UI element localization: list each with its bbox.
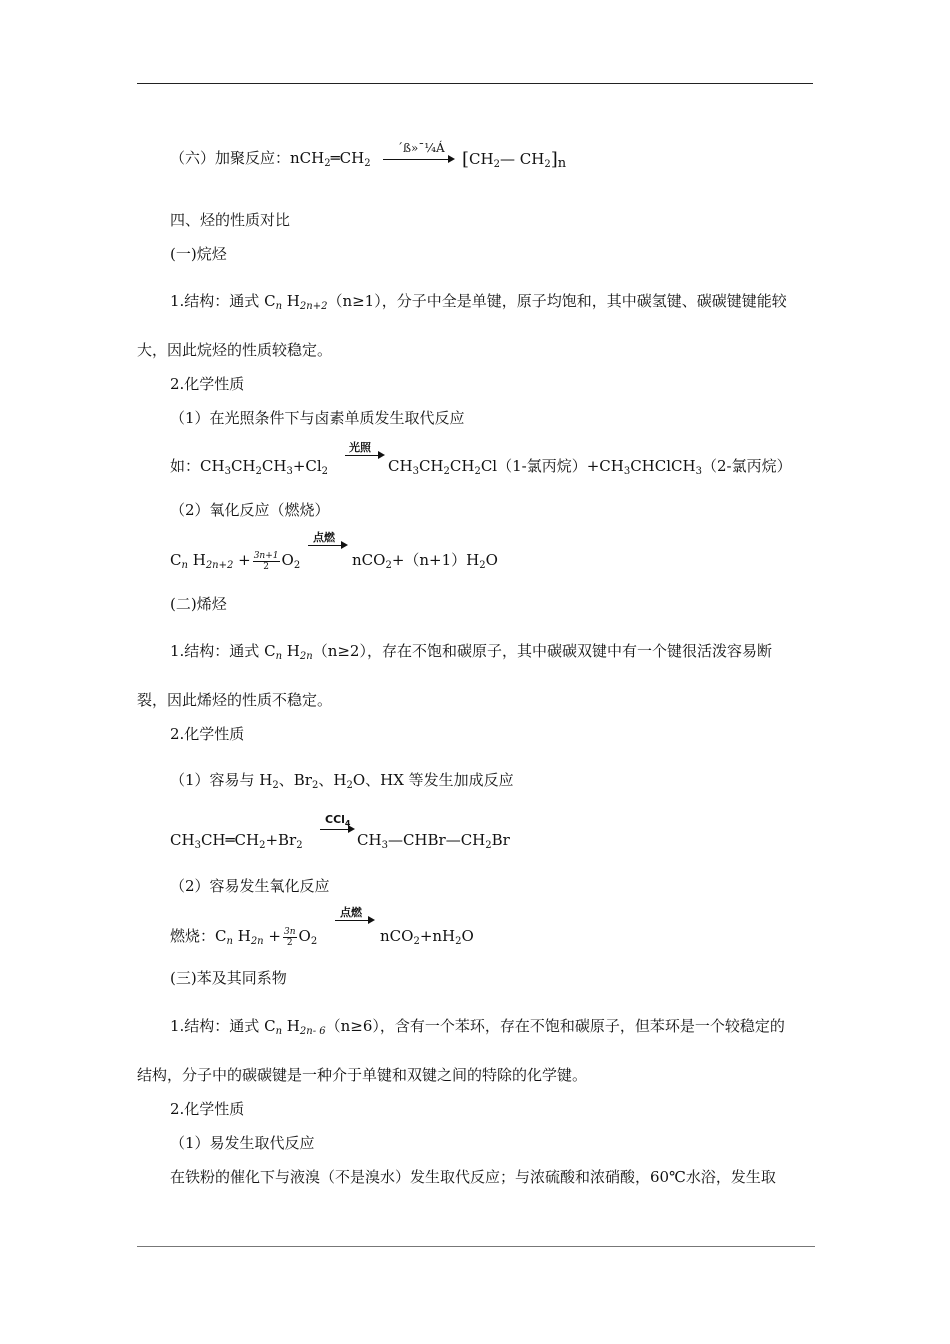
alkane-structure: 1.结构：通式 $C_n$ $H_{2n+2}(n\ge 1)$，分子中全是单键，原子均饱和，其中碳氢键、碳碳键键能较 xyxy=(170,292,787,312)
fraction: $\frac{3n}{2}$ xyxy=(283,926,296,948)
alkene-item2: （2）容易发生氧化反应 xyxy=(170,877,330,895)
alkane-item1: （1）在光照条件下与卤素单质发生取代反应 xyxy=(170,409,465,427)
benzene-item1-text: 在铁粉的催化下与液溴（不是溴水）发生取代反应；与浓硫酸和浓硝酸，60℃水浴，发生取 xyxy=(170,1168,776,1186)
alkene-chem-heading: 2.化学性质 xyxy=(170,725,245,743)
ignite-condition: 点燃 xyxy=(313,531,335,544)
benzene-title: (三)苯及其同系物 xyxy=(170,969,287,987)
polymerization-line: （六）加聚反应：$nCH_2═CH_2$ xyxy=(170,149,371,169)
alkane-eq2-left: $C_n$ $H_{2n+2}$ + $\frac{3n+1}{2}$ $O_2$ xyxy=(170,550,301,572)
alkane-eq1-left: 如：$CH_3CH_2CH_3+Cl_2$ xyxy=(170,457,329,477)
alkene-eq1-left: $CH_3CH═CH_2+Br_2$ xyxy=(170,831,303,851)
alkane-item2: （2）氧化反应（燃烧） xyxy=(170,501,330,519)
polymerization-label: （六）加聚反应： xyxy=(170,149,291,167)
alkane-chem-heading: 2.化学性质 xyxy=(170,375,245,393)
catalyst-label: ´ß»¯¼Á xyxy=(397,141,445,155)
reaction-arrow xyxy=(383,159,453,160)
ignite-condition: 点燃 xyxy=(340,906,362,919)
alkane-title: (一)烷烃 xyxy=(170,245,227,263)
benzene-chem-heading: 2.化学性质 xyxy=(170,1100,245,1118)
alkene-title: (二)烯烃 xyxy=(170,595,227,613)
left-bracket: [ xyxy=(462,149,470,170)
alkene-eq2-left: 燃烧：$C_n$ $H_{2n}$ + $\frac{3n}{2}$ $O_2$ xyxy=(170,926,318,948)
ccl4-condition: CCl$_4$ xyxy=(325,813,351,828)
alkane-eq2-right: $nCO_2+(n+1)H_2O$ xyxy=(352,551,498,571)
heading-hydrocarbon-properties: 四、烃的性质对比 xyxy=(170,211,291,229)
alkene-structure: 1.结构：通式 $C_n$ $H_{2n}(n\ge 2)$，存在不饱和碳原子，其中碳碳双键中有一个键很活泼容易断 xyxy=(170,642,772,662)
light-condition: 光照 xyxy=(349,441,371,454)
alkene-structure-cont: 裂，因此烯烃的性质不稳定。 xyxy=(137,691,333,709)
reaction-arrow xyxy=(335,920,373,921)
alkane-eq1-right: $CH_3CH_2CH_2Cl(1-$氯丙烷）$+CH_3CHClCH_3(2-$氯丙烷） xyxy=(388,457,792,477)
reaction-arrow xyxy=(308,545,346,546)
footer-rule xyxy=(137,1246,815,1247)
benzene-item1: （1）易发生取代反应 xyxy=(170,1134,315,1152)
alkane-structure-cont: 大，因此烷烃的性质较稳定。 xyxy=(137,341,333,359)
alkene-eq2-right: $nCO_2+nH_2O$ xyxy=(380,927,474,947)
benzene-structure: 1.结构：通式 $C_n$ $H_{2n- 6}(n\ge 6)$，含有一个苯环，存在不饱和碳原子，但苯环是一个较稳定的 xyxy=(170,1017,785,1037)
fraction: $\frac{3n+1}{2}$ xyxy=(253,550,279,572)
benzene-structure-cont: 结构，分子中的碳碳键是一种介于单键和双键之间的特除的化学键。 xyxy=(137,1066,588,1084)
reaction-arrow xyxy=(320,829,353,830)
right-bracket: ] xyxy=(550,149,558,170)
polymer-product: [$CH_2—$ $CH_2]_n$ xyxy=(462,149,567,171)
alkene-eq1-right: $CH_3—CHBr—CH_2Br$ xyxy=(357,831,510,851)
reaction-arrow xyxy=(345,455,383,456)
header-rule xyxy=(137,83,813,84)
alkene-item1: （1）容易与 $H_2$、$Br_2$、$H_2O$、HX 等发生加成反应 xyxy=(170,771,514,791)
